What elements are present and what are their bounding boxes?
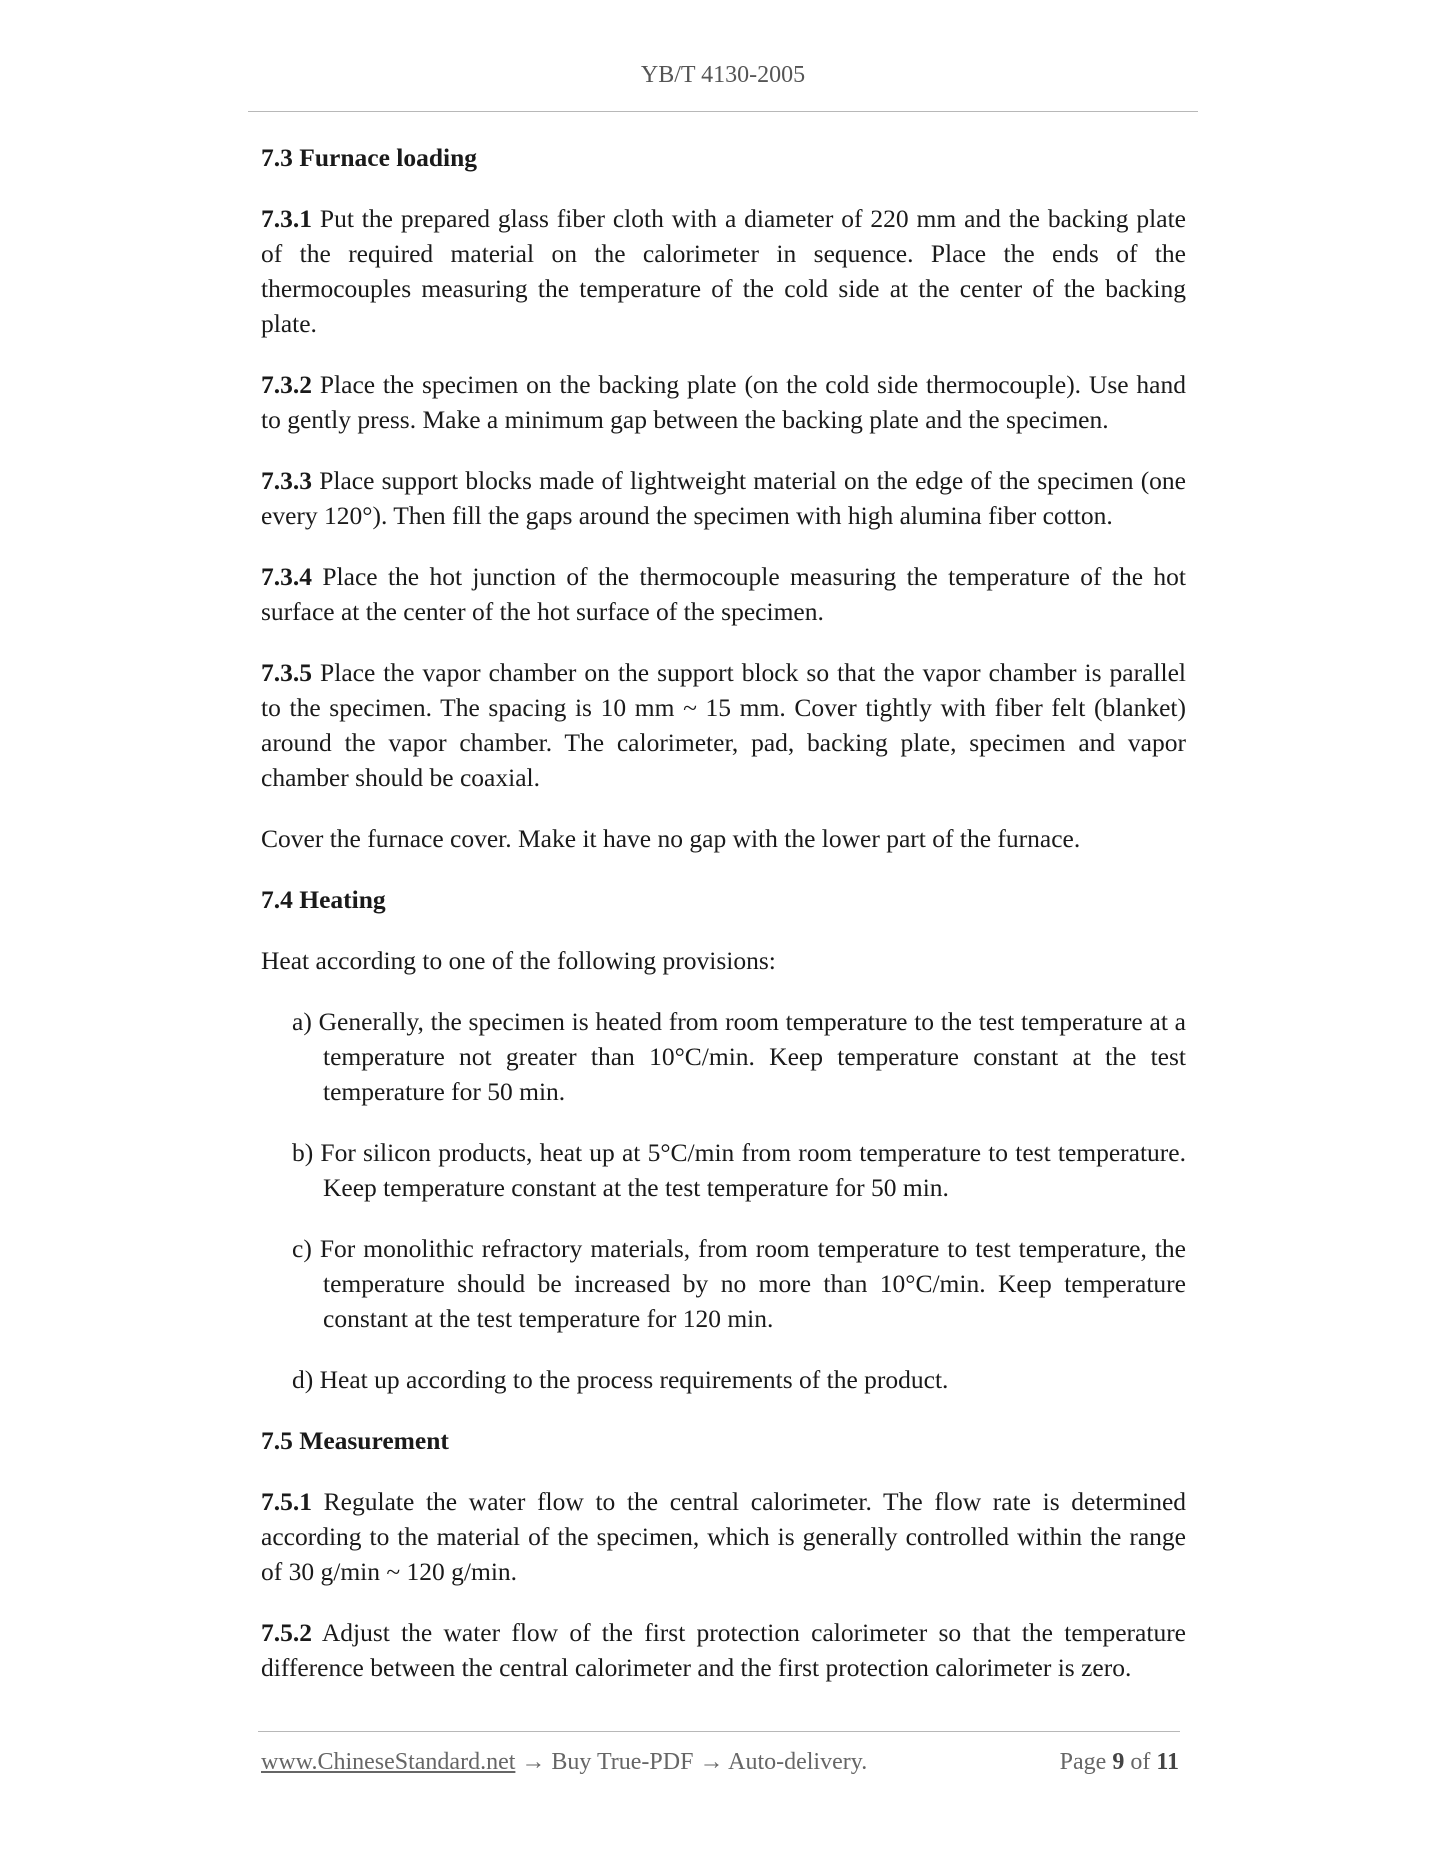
promo-text: → Buy True-PDF → Auto-delivery. (521, 1749, 868, 1775)
clause-number: 7.3.5 (261, 658, 312, 687)
clause-number: 7.3.4 (261, 562, 312, 591)
section-heading-7-5: 7.5 Measurement (261, 1426, 449, 1455)
footer-divider (258, 1731, 1180, 1732)
clause-text: Place the vapor chamber on the support block so that the vapor chamber is parallel to the specimen. The spacing is 10 mm ~ 15 mm. Cover tightly with fiber felt (blanket) around the vapor chamber. The calorimeter, pad, backing plate, specimen and vapor chamber should be coaxial. (261, 658, 1186, 792)
page-label: Page (1059, 1749, 1107, 1775)
document-body (261, 140, 1186, 1711)
clause-number: 7.3.1 (261, 204, 312, 233)
clause-text: Place support blocks made of lightweight material on the edge of the specimen (one every 120°). Then fill the gaps around the specimen with high alumina fiber cotton. (261, 466, 1186, 530)
clause-7-5-1 (261, 1484, 1186, 1589)
clause-text: Place the hot junction of the thermocouple measuring the temperature of the hot surface at the center of the hot surface of the specimen. (261, 562, 1186, 626)
website-link[interactable]: www.ChineseStandard.net (261, 1749, 516, 1775)
clause-text: Place the specimen on the backing plate (on the cold side thermocouple). Use hand to gently press. Make a minimum gap between the backing plate and the specimen. (261, 370, 1186, 434)
page-indicator (1060, 1749, 1179, 1776)
page-header: YB/T 4130-2005 (640, 62, 806, 88)
clause-number: 7.3.3 (261, 466, 312, 495)
clause-text: Regulate the water flow to the central calorimeter. The flow rate is determined according to the material of the specimen, which is generally controlled within the range of 30 g/min ~ 120 g/min. (261, 1487, 1187, 1586)
clause-text: Adjust the water flow of the first protection calorimeter so that the temperature difference between the central calorimeter and the first protection calorimeter is zero. (261, 1618, 1187, 1682)
clause-number: 7.3.2 (261, 370, 312, 399)
clause-7-3-1 (261, 201, 1186, 341)
clause-text: Put the prepared glass fiber cloth with a diameter of 220 mm and the backing plate of the required material on the calorimeter in sequence. Place the ends of the thermocouples measuring the temperature of the cold side at the center of the backing plate. (261, 204, 1186, 338)
heating-item-c: c) For monolithic refractory materials, from room temperature to test temperature, the temperature should be increased by no more than 10°C/min. Keep temperature constant at the test temperature for 120 min. (292, 1234, 1186, 1333)
clause-7-3-5 (261, 655, 1186, 795)
heating-item-a: a) Generally, the specimen is heated from room temperature to the test temperature at a temperature not greater than 10°C/min. Keep temperature constant at the test temperature for 50 min. (292, 1007, 1186, 1106)
clause-number: 7.5.2 (261, 1618, 312, 1647)
cover-note: Cover the furnace cover. Make it have no gap with the lower part of the furnace. (261, 824, 1081, 853)
clause-7-3-3 (261, 463, 1186, 533)
heating-intro: Heat according to one of the following provisions: (261, 946, 776, 975)
page-of-label: of (1130, 1749, 1151, 1775)
heating-item-d: d) Heat up according to the process requirements of the product. (292, 1365, 949, 1394)
clause-7-3-2 (261, 367, 1186, 437)
clause-7-5-2 (261, 1615, 1186, 1685)
section-heading-7-4: 7.4 Heating (261, 885, 386, 914)
clause-7-3-4 (261, 559, 1186, 629)
section-heading-7-3: 7.3 Furnace loading (261, 143, 478, 172)
heating-item-b: b) For silicon products, heat up at 5°C/min from room temperature to test temperature. Keep temperature constant at the test temperature for 50 min. (292, 1138, 1186, 1202)
clause-number: 7.5.1 (261, 1487, 312, 1516)
page-current: 9 (1112, 1749, 1125, 1775)
header-divider (248, 111, 1198, 112)
footer-promo (261, 1749, 867, 1776)
page-total: 11 (1156, 1749, 1179, 1775)
